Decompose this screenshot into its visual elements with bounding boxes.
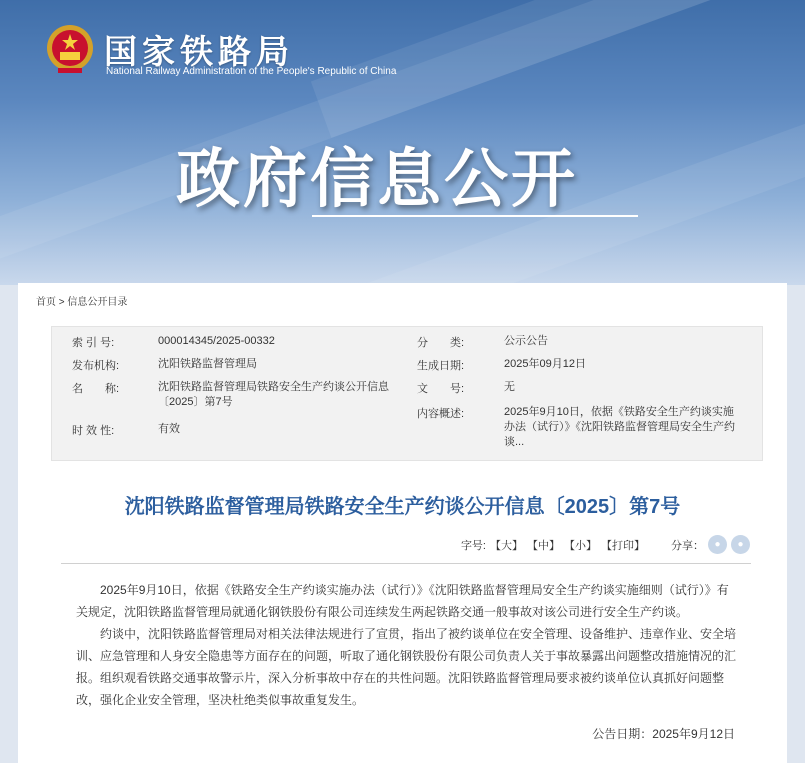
name-value: 沈阳铁路监督管理局铁路安全生产约谈公开信息〔2025〕第7号 <box>158 381 389 408</box>
index-label: 索 引 号: <box>72 337 115 349</box>
document-title: 沈阳铁路监督管理局铁路安全生产约谈公开信息〔2025〕第7号 <box>124 496 681 518</box>
font-medium-button[interactable]: 【中】 <box>527 539 560 552</box>
wechat-share-icon[interactable]: ● <box>708 535 727 554</box>
summary-value: 2025年9月10日，依据《铁路安全生产约谈实施办法（试行）》《沈阳铁路监督管理局安全生产约谈... <box>504 406 735 448</box>
site-name: 国家铁路局 <box>104 33 294 70</box>
org-label: 发布机构: <box>72 360 120 372</box>
body-paragraph: 2025年9月10日，依据《铁路安全生产约谈实施办法（试行）》《沈阳铁路监督管理局安全生产约谈实施细则（试行）》有关规定，沈阳铁路监督管理局就通化钢铁股份有限公司连续发生两起铁路交通一般事故对该公司进行安全生产约谈。 <box>76 583 729 619</box>
document-toolbar <box>461 535 750 554</box>
index-value: 000014345/2025-00332 <box>158 335 275 347</box>
breadcrumb <box>36 293 127 308</box>
date-label: 生成日期: <box>417 360 465 372</box>
body-paragraph: 约谈中，沈阳铁路监督管理局对相关法律法规进行了宣贯，指出了被约谈单位在安全管理、设备维护、违章作业、安全培训、应急管理和人身安全隐患等方面存在的问题，听取了通化钢铁股份有限公司负责人关于事故暴露出问题整改措施情况的汇报。组织观看铁路交通事故警示片，深入分析事故中存在的共性问题。沈阳铁路监督管理局要求被约谈单位认真抓好问题整改，强化企业安全管理，坚决杜绝类似事故重复发生。 <box>76 627 737 707</box>
title-divider <box>61 563 751 564</box>
org-value: 沈阳铁路监督管理局 <box>158 358 257 370</box>
font-size-label: 字号: <box>460 539 486 552</box>
breadcrumb-current[interactable]: 信息公开目录 <box>67 297 128 308</box>
font-large-button[interactable]: 【大】 <box>490 539 523 552</box>
docno-label: 文 号: <box>417 383 465 395</box>
breadcrumb-home[interactable]: 首页 <box>36 297 56 308</box>
summary-label: 内容概述: <box>417 408 465 420</box>
font-small-button[interactable]: 【小】 <box>564 539 597 552</box>
category-label: 分 类: <box>417 337 465 349</box>
header-banner <box>0 0 805 285</box>
share-label: 分享： <box>671 539 704 552</box>
national-emblem-icon <box>45 22 95 76</box>
name-label: 名 称: <box>72 383 120 395</box>
validity-value: 有效 <box>158 423 180 435</box>
document-body <box>76 579 736 711</box>
weibo-share-icon[interactable]: ● <box>731 535 750 554</box>
title-underline <box>312 215 638 217</box>
docno-value: 无 <box>504 381 515 393</box>
validity-label: 时 效 性: <box>72 425 115 437</box>
banner-title: 政府信息公开 <box>176 143 578 215</box>
site-name-en: National Railway Administration of the People's Republic of China <box>106 66 397 77</box>
publish-date: 公告日期：2025年9月12日 <box>592 727 735 741</box>
date-value: 2025年09月12日 <box>504 358 586 370</box>
content-panel <box>18 283 787 763</box>
print-button[interactable]: 【打印】 <box>601 539 645 552</box>
breadcrumb-separator: > <box>58 297 65 308</box>
category-value: 公示公告 <box>504 335 548 347</box>
metadata-table <box>51 326 763 461</box>
